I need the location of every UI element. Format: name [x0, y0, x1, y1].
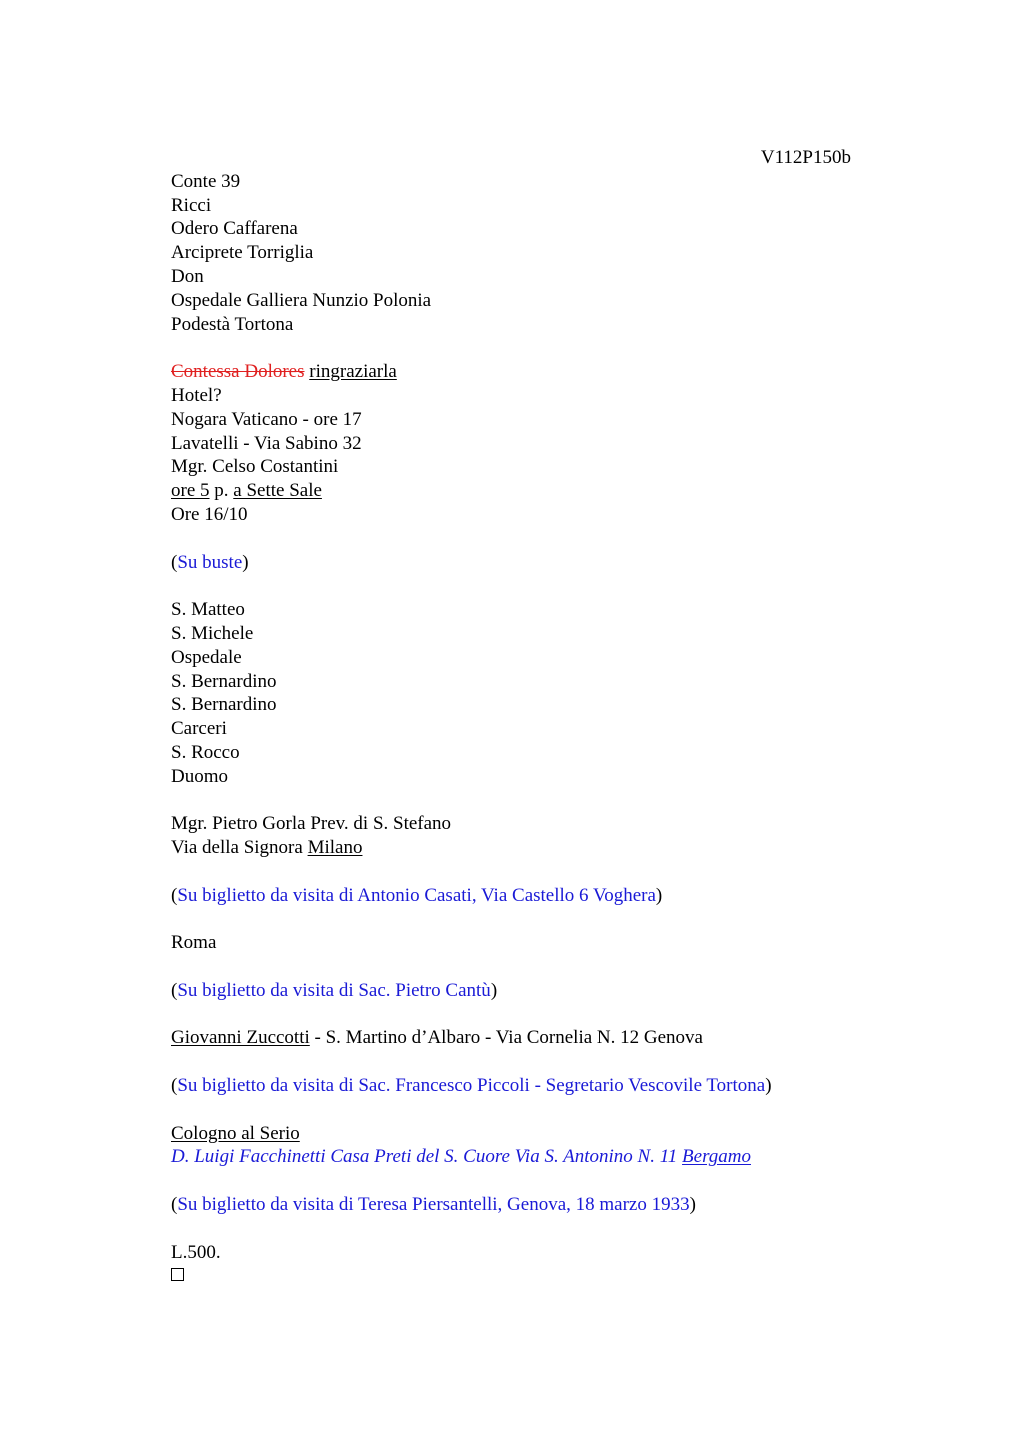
text-line: Odero Caffarena	[171, 218, 298, 240]
text-line: Arciprete Torriglia	[171, 242, 314, 264]
editorial-note: (Su buste)	[171, 551, 249, 573]
blank-line	[171, 955, 851, 979]
blank-line	[171, 789, 851, 813]
blank-line	[171, 860, 851, 884]
underlined-text: Milano	[307, 837, 363, 859]
editorial-note: (Su biglietto da visita di Sac. Francesco Piccoli - Segretario Vescovile Tortona)	[171, 1075, 772, 1097]
text-line: Hotel?	[171, 384, 222, 406]
text-line-sette-sale	[171, 479, 851, 503]
underlined-text: Cologno al Serio	[171, 1122, 300, 1144]
text-line: Roma	[171, 932, 217, 954]
underlined-text: a Sette Sale	[233, 480, 322, 502]
amount-text: L.500.	[171, 1241, 221, 1263]
text-fragment: p.	[209, 480, 234, 502]
text-line: S. Rocco	[171, 741, 240, 763]
blank-line	[171, 908, 851, 932]
text-line: Mgr. Celso Costantini	[171, 456, 339, 478]
editorial-note: (Su biglietto da visita di Antonio Casati, Via Castello 6 Voghera)	[171, 884, 663, 906]
text-line: Ospedale	[171, 646, 242, 668]
text-fragment: Via della Signora	[171, 837, 308, 859]
text-line-zuccotti	[171, 1026, 851, 1050]
editorial-note-text: Su biglietto da visita di Antonio Casati, Via Castello 6 Voghera	[177, 884, 656, 906]
text-line: S. Bernardino	[171, 670, 277, 692]
text-line: Lavatelli - Via Sabino 32	[171, 432, 362, 454]
text-line: Ricci	[171, 194, 212, 216]
blank-line	[171, 1003, 851, 1027]
checkbox-line	[171, 1264, 851, 1288]
text-line: Conte 39	[171, 170, 241, 192]
blank-line	[171, 1050, 851, 1074]
text-line: Don	[171, 265, 204, 287]
text-line: Podestà Tortona	[171, 313, 294, 335]
text-line-facchinetti	[171, 1145, 851, 1169]
underlined-text: ore 5	[171, 480, 210, 502]
text-line: Ospedale Galliera Nunzio Polonia	[171, 289, 432, 311]
document-page	[171, 146, 851, 1288]
editorial-note: (Su biglietto da visita di Teresa Piersantelli, Genova, 18 marzo 1933)	[171, 1194, 696, 1216]
blank-line	[171, 1098, 851, 1122]
text-line: Mgr. Pietro Gorla Prev. di S. Stefano	[171, 813, 452, 835]
editorial-note-text: Su buste	[177, 551, 243, 573]
blank-line	[171, 574, 851, 598]
blank-line	[171, 1217, 851, 1241]
editorial-note-text: Su biglietto da visita di Sac. Pietro Cantù	[177, 979, 491, 1001]
text-line: S. Bernardino	[171, 694, 277, 716]
text-line: Carceri	[171, 718, 227, 740]
empty-square-icon	[171, 1268, 184, 1281]
struck-text: Contessa Dolores	[171, 361, 305, 383]
text-line: Nogara Vaticano - ore 17	[171, 408, 362, 430]
text-line-milano	[171, 836, 851, 860]
underlined-text: Bergamo	[682, 1146, 751, 1168]
blank-line	[171, 336, 851, 360]
text-line-contessa	[171, 360, 851, 384]
editorial-note-text: Su biglietto da visita di Sac. Francesco Piccoli - Segretario Vescovile Tortona	[177, 1075, 766, 1097]
text-fragment: D. Luigi Facchinetti Casa Preti del S. Cuore Via S. Antonino N. 11	[171, 1146, 683, 1168]
text-line: S. Michele	[171, 622, 254, 644]
underlined-text: ringraziarla	[309, 361, 397, 383]
text-fragment: - S. Martino d’Albaro - Via Cornelia N. 12 Genova	[309, 1027, 703, 1049]
text-line: S. Matteo	[171, 599, 245, 621]
blank-line	[171, 527, 851, 551]
blank-line	[171, 1169, 851, 1193]
text-line: Ore 16/10	[171, 503, 248, 525]
underlined-text: Giovanni Zuccotti	[171, 1027, 310, 1049]
document-reference: V112P150b	[760, 147, 851, 168]
editorial-note-text: Su biglietto da visita di Teresa Piersantelli, Genova, 18 marzo 1933	[177, 1194, 690, 1216]
text-line: Duomo	[171, 765, 228, 787]
editorial-note: (Su biglietto da visita di Sac. Pietro Cantù)	[171, 979, 498, 1001]
